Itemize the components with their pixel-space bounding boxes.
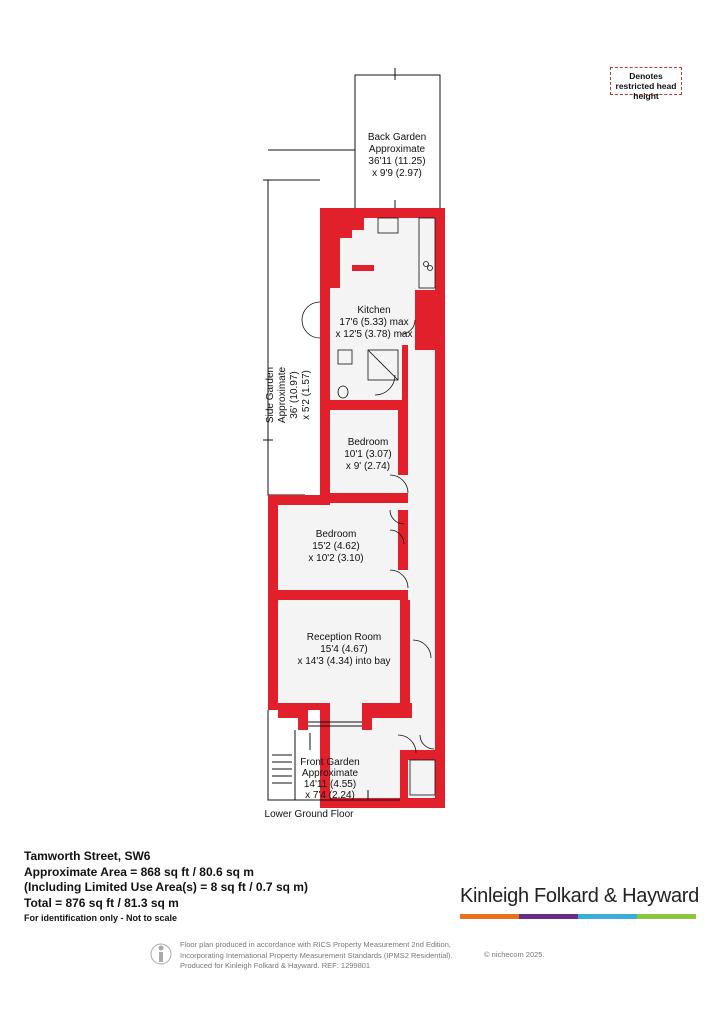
reception-dim1: 15'4 (4.67)	[320, 644, 368, 655]
front-garden-name: Front Garden	[300, 757, 360, 768]
side-garden	[263, 180, 320, 495]
kitchen-dim2: x 12'5 (3.78) max	[335, 329, 413, 340]
side-garden-dim2: x 5'2 (1.57)	[301, 370, 312, 420]
footer	[150, 940, 610, 980]
side-garden-dim1: 36' (10.97)	[289, 371, 300, 419]
floor-label: Lower Ground Floor	[264, 809, 354, 820]
kitchen-dim1: 17'6 (5.33) max	[339, 317, 409, 328]
limited-area: (Including Limited Use Area(s) = 8 sq ft / 0.7 sq m)	[24, 880, 308, 894]
brand-name: Kinleigh Folkard & Hayward	[460, 885, 699, 907]
bedroom2-dim2: x 10'2 (3.10)	[308, 553, 364, 564]
property-info	[24, 849, 424, 925]
footer-text	[180, 940, 453, 972]
address: Tamworth Street, SW6	[24, 849, 151, 863]
footer-line1: Floor plan produced in accordance with RICS Property Measurement 2nd Edition,	[180, 940, 451, 949]
bedroom2-dim1: 15'2 (4.62)	[312, 541, 360, 552]
restricted-height-legend	[610, 67, 682, 101]
brand-color-bar	[460, 914, 696, 919]
side-garden-label	[265, 366, 312, 423]
bedroom1-dim2: x 9' (2.74)	[345, 461, 391, 472]
back-garden-dim2: x 9'9 (2.97)	[372, 168, 422, 179]
back-garden-sub: Approximate	[368, 144, 426, 155]
brand-bar-green	[637, 914, 696, 919]
scale-note: For identification only - Not to scale	[24, 913, 178, 923]
brand-bar-blue	[578, 914, 637, 919]
reception-dim2: x 14'3 (4.34) into bay	[297, 656, 391, 667]
nichecom-logo-icon	[150, 940, 172, 968]
front-garden-sub: Approximate	[301, 768, 359, 779]
copyright: © nichecom 2025.	[484, 950, 545, 959]
reception-name: Reception Room	[306, 632, 382, 643]
brand-logo	[460, 885, 699, 919]
bedroom2-name: Bedroom	[315, 529, 357, 540]
footer-line3: Produced for Kinleigh Folkard & Hayward. REF: 1299801	[180, 961, 371, 970]
bedroom1-name: Bedroom	[347, 437, 389, 448]
front-garden-dim2: x 7'4 (2.24)	[305, 790, 355, 801]
legend-text: Denotes restricted head height	[615, 71, 677, 101]
kitchen-name: Kitchen	[357, 305, 391, 316]
footer-line2: Incorporating International Property Measurement Standards (IPMS2 Residential).	[180, 950, 453, 960]
side-garden-sub: Approximate	[277, 366, 288, 424]
brand-bar-purple	[519, 914, 578, 919]
side-garden-name: Side Garden	[265, 366, 276, 424]
front-garden-dim1: 14'11 (4.55)	[303, 779, 357, 790]
back-garden-name: Back Garden	[367, 132, 427, 143]
bedroom1-dim1: 10'1 (3.07)	[344, 449, 392, 460]
approx-area: Approximate Area = 868 sq ft / 80.6 sq m	[24, 864, 254, 879]
brand-bar-orange	[460, 914, 519, 919]
total-area: Total = 876 sq ft / 81.3 sq m	[24, 895, 179, 910]
back-garden-dim1: 36'11 (11.25)	[368, 156, 426, 167]
